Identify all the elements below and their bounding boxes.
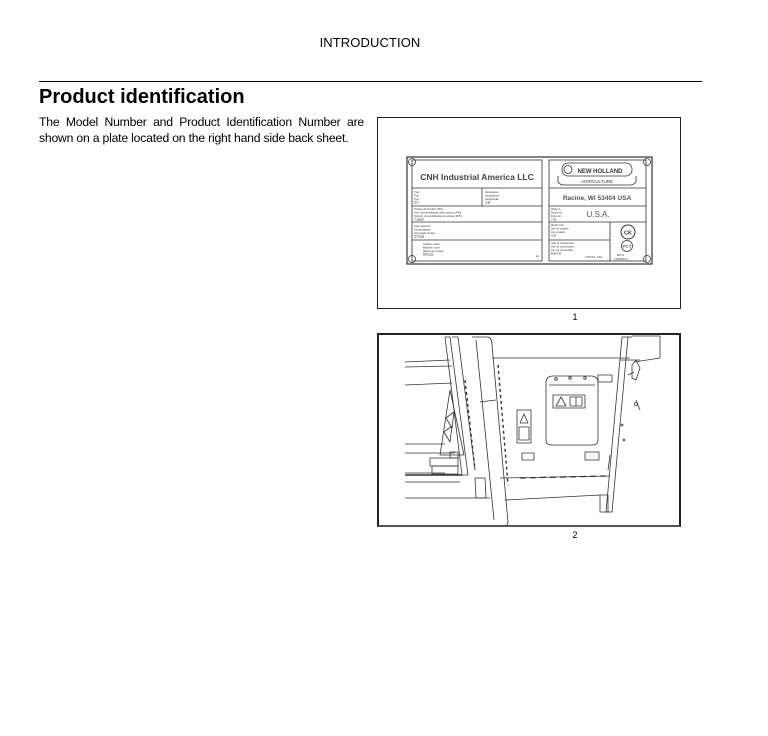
svg-text:XXXXXX, USA: XXXXXX, USA	[585, 256, 603, 259]
svg-text:Año de modelo: Año de modelo	[551, 227, 569, 231]
svg-text:Feito em: Feito em	[551, 215, 562, 218]
figure-1-number: 1	[572, 312, 578, 322]
svg-text:Year of Construction: Year of Construction	[551, 242, 575, 245]
svg-text:Product ID Number (PIN): Product ID Number (PIN)	[414, 208, 443, 211]
header-divider	[39, 81, 702, 82]
svg-text:产品编号: 产品编号	[414, 218, 425, 222]
running-header: INTRODUCTION	[319, 35, 421, 50]
svg-text:kg: kg	[536, 255, 539, 258]
svg-text:整机质量: 整机质量	[423, 253, 434, 257]
svg-text:47000000 A: 47000000 A	[614, 258, 628, 261]
svg-text:制造年份: 制造年份	[551, 252, 562, 256]
section-paragraph: The Model Number and Product Identification Number are shown on a plate located on the right hand side back sheet.	[39, 115, 364, 145]
svg-text:年型: 年型	[551, 234, 557, 238]
svg-text:Made In: Made In	[551, 208, 561, 211]
svg-text:Racine, WI 53404 USA: Racine, WI 53404 USA	[562, 195, 632, 202]
svg-text:Ano modelo: Ano modelo	[551, 231, 565, 234]
svg-text:Masa en vacío: Masa en vacío	[423, 246, 440, 250]
svg-text:Type approval: Type approval	[414, 225, 431, 228]
svg-text:CNH Industrial America LLC: CNH Industrial America LLC	[420, 172, 534, 182]
figure-2-number: 2	[572, 530, 578, 540]
svg-text:MPYA: MPYA	[617, 254, 625, 257]
back-sheet-illustration	[379, 335, 679, 525]
svg-text:Núm. de identificación del pro: Núm. de identificación del producto (PIN)	[414, 211, 462, 215]
svg-text:U.S.A.: U.S.A.	[586, 210, 610, 219]
svg-text:Unladen mass: Unladen mass	[423, 243, 440, 246]
svg-text:Tipo: Tipo	[414, 194, 419, 198]
svg-text:Designation: Designation	[485, 191, 499, 194]
svg-text:Designação: Designação	[485, 198, 499, 201]
svg-text:Número de identificação do pro: Número de identificação do produto (PIN)	[414, 215, 462, 218]
svg-text:名称: 名称	[485, 201, 491, 205]
svg-text:Tipo: Tipo	[414, 198, 419, 201]
svg-text:NEW HOLLAND: NEW HOLLAND	[577, 169, 623, 175]
svg-text:CK: CK	[624, 230, 632, 237]
svg-text:型号: 型号	[414, 201, 420, 205]
figure-2-back-sheet	[377, 333, 681, 527]
svg-text:PCT: PCT	[622, 244, 632, 249]
svg-text:AGRICULTURE: AGRICULTURE	[581, 179, 613, 184]
id-plate-illustration	[378, 118, 679, 307]
svg-text:Ano de construção: Ano de construção	[551, 249, 573, 252]
svg-text:Aprovação de tipo: Aprovação de tipo	[414, 232, 435, 235]
svg-text:型号批准: 型号批准	[414, 235, 425, 239]
svg-text:Type: Type	[414, 191, 420, 194]
svg-text:Año de construcción: Año de construcción	[551, 245, 575, 249]
svg-text:Model Year: Model Year	[551, 224, 564, 227]
svg-text:Homologación: Homologación	[414, 228, 431, 232]
figure-1-id-plate	[377, 117, 681, 309]
svg-text:Hecho en: Hecho en	[551, 211, 563, 215]
section-title: Product identification	[39, 86, 245, 108]
svg-text:Massa sem carga: Massa sem carga	[423, 250, 444, 253]
svg-text:产地: 产地	[551, 218, 557, 222]
svg-text:Designación: Designación	[485, 194, 500, 198]
